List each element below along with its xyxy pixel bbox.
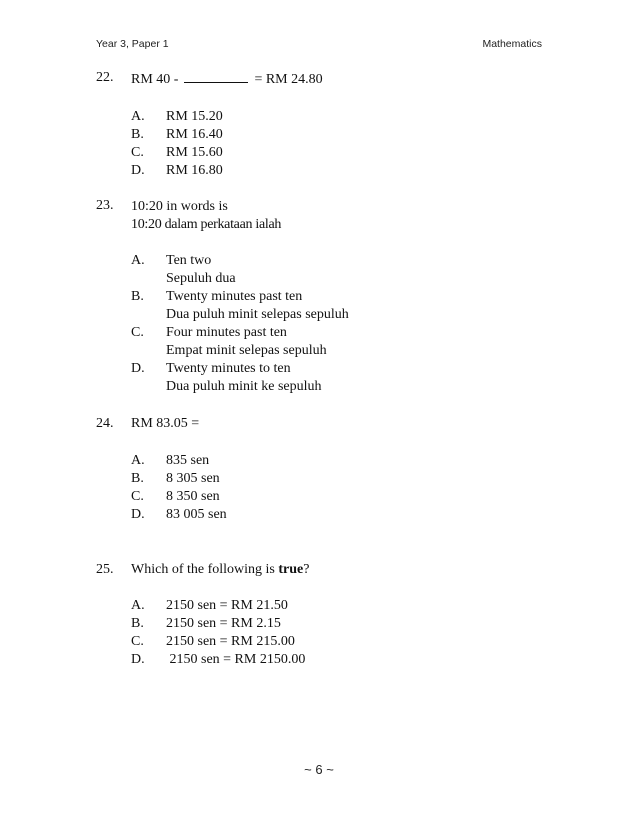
option-text: 2150 sen = RM 2.15 [166,616,281,631]
option-text [166,252,236,288]
option-text: 83 005 sen [166,507,227,522]
question-number: 25. [96,562,114,577]
header-subject-label: Mathematics [482,38,542,50]
option-letter: C. [131,489,144,504]
option-letter: A. [131,453,145,468]
question-suffix: = RM 24.80 [254,72,323,87]
question-text-english: 10:20 in words is [131,199,228,214]
option-letter: C. [131,325,144,340]
option-text-malay: Dua puluh minit ke sepuluh [166,379,322,394]
option-letter: D. [131,507,145,522]
question-prefix: RM 40 - [131,72,179,87]
option-text [166,324,327,360]
question-number: 22. [96,70,114,85]
option-letter: C. [131,634,144,649]
option-text: RM 15.60 [166,145,223,160]
option-letter: A. [131,253,145,268]
option-letter: D. [131,361,145,376]
question-number: 23. [96,198,114,213]
option-text: 8 305 sen [166,471,220,486]
option-text: RM 16.40 [166,127,223,142]
option-text: 2150 sen = RM 21.50 [166,598,288,613]
option-text-malay: Empat minit selepas sepuluh [166,343,327,358]
option-text: 835 sen [166,453,210,468]
option-text [166,288,349,324]
option-text: 8 350 sen [166,489,220,504]
option-letter: A. [131,598,145,613]
option-text-malay: Sepuluh dua [166,271,236,286]
question-text: RM 83.05 = [131,416,200,431]
option-letter: B. [131,616,144,631]
option-letter: B. [131,127,144,142]
option-text: RM 16.80 [166,163,223,178]
option-text [166,360,322,396]
question-text [131,562,309,578]
question-text [131,70,323,88]
option-letter: D. [131,163,145,178]
question-text-before: Which of the following is [131,562,279,577]
header-paper-label: Year 3, Paper 1 [96,38,169,50]
option-text-english: Ten two [166,253,212,268]
question-text-emphasis: true [278,562,304,577]
option-text-malay: Dua puluh minit selepas sepuluh [166,307,349,322]
option-letter: B. [131,471,144,486]
option-text-english: Twenty minutes to ten [166,361,291,376]
option-text-english: Four minutes past ten [166,325,287,340]
option-text: RM 15.20 [166,109,223,124]
question-text [131,198,281,234]
option-text: 2150 sen = RM 2150.00 [166,652,306,667]
option-text: 2150 sen = RM 215.00 [166,634,295,649]
option-text-english: Twenty minutes past ten [166,289,303,304]
option-letter: D. [131,652,145,667]
question-number: 24. [96,416,114,431]
option-letter: B. [131,289,144,304]
answer-blank [184,70,248,83]
question-text-after: ? [303,562,310,577]
option-letter: A. [131,109,145,124]
option-letter: C. [131,145,144,160]
question-text-malay: 10:20 dalam perkataan ialah [131,217,282,232]
page-number: ~ 6 ~ [304,762,334,777]
